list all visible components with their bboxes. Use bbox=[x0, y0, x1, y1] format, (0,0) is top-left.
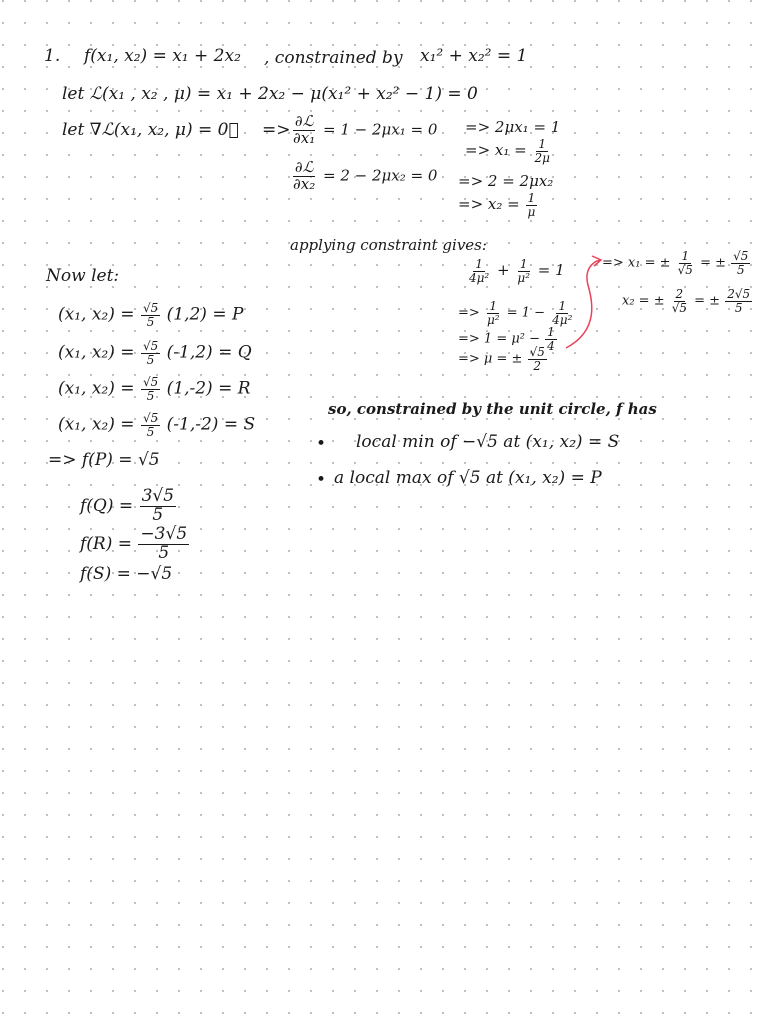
solve-x1-line1: => 2μx₁ = 1 bbox=[465, 118, 561, 136]
value-f-P: => f(P) = √5 bbox=[48, 450, 160, 470]
constraint-equation: x₁² + x₂² = 1 bbox=[420, 46, 528, 66]
bullet-min: • bbox=[316, 434, 327, 454]
constraint-prefix: , constrained by bbox=[264, 48, 403, 68]
solve-x2-line2: => x₂ = $\frac{1}{\mu}$ bbox=[458, 191, 536, 219]
partial-x2: $\frac{\text{∂ℒ}}{\text{∂x₂}}$ = 2 − 2μx₂ = 0 bbox=[293, 158, 438, 193]
value-f-Q: f(Q) = $\frac{3√5}{5}$ bbox=[80, 486, 175, 525]
point-Q-definition: (x₁, x₂) = $\frac{√5}{5}$ (-1,2) = Q bbox=[58, 339, 252, 367]
solve-x2-line1: => 2 = 2μx₂ bbox=[458, 172, 554, 190]
result-x1: => x₁ = ± $\frac{1}{√5}$ = ± $\frac{√5}{5}$ bbox=[602, 249, 749, 277]
conclusion-heading: so, constrained by the unit circle, f has bbox=[328, 400, 657, 418]
points-heading: Now let: bbox=[46, 266, 120, 286]
solve-x1-line2: => x₁ = $\frac{1}{2\mu}$ bbox=[465, 137, 550, 165]
connector-arrow-head bbox=[592, 256, 601, 266]
constraint-eq3: => 1 = μ² − $\frac{1}{4}$ bbox=[458, 325, 555, 353]
lagrangian-line: let ℒ(x₁ , x₂ , μ) = x₁ + 2x₂ − μ(x₁² + x₂² − 1) = 0 bbox=[62, 84, 478, 104]
point-P-definition: (x₁, x₂) = $\frac{√5}{5}$ (1,2) = P bbox=[58, 301, 244, 329]
point-S-definition: (x₁, x₂) = $\frac{√5}{5}$ (-1,-2) = S bbox=[58, 411, 256, 439]
constraint-eq4: => μ = ± $\frac{√5}{2}$ bbox=[458, 345, 545, 373]
value-f-S: f(S) = −√5 bbox=[80, 564, 173, 584]
local-max-statement: a local max of √5 at (x₁, x₂) = P bbox=[334, 468, 602, 488]
local-min-statement: local min of −√5 at (x₁, x₂) = S bbox=[356, 432, 620, 452]
point-R-definition: (x₁, x₂) = $\frac{√5}{5}$ (1,-2) = R bbox=[58, 375, 251, 403]
bullet-max: • bbox=[316, 470, 327, 490]
partial-x1: $\frac{\text{∂ℒ}}{\text{∂x₁}}$ = 1 − 2μx₁ = 0 bbox=[293, 112, 438, 147]
value-f-R: f(R) = $\frac{-3√5}{5}$ bbox=[80, 524, 188, 563]
implies-arrow: => bbox=[262, 120, 291, 140]
problem-number: 1. bbox=[44, 46, 61, 66]
constraint-eq2: => $\frac{1}{\text{μ²}}$ = 1 − $\frac{1}{\text{4μ²}}$ bbox=[458, 299, 573, 327]
objective-function: f(x₁, x₂) = x₁ + 2x₂ bbox=[84, 46, 241, 66]
constraint-eq1: $\frac{1}{\text{4μ²}}$ + $\frac{1}{\text{μ²}}$ = 1 bbox=[469, 257, 565, 285]
gradient-line: let ∇ℒ(x₁, x₂, μ) = 0⃗ bbox=[62, 120, 239, 140]
apply-constraint-heading: applying constraint gives: bbox=[290, 236, 487, 254]
result-x2: x₂ = ± $\frac{2}{√5}$ = ± $\frac{2√5}{5}$ bbox=[622, 287, 751, 315]
